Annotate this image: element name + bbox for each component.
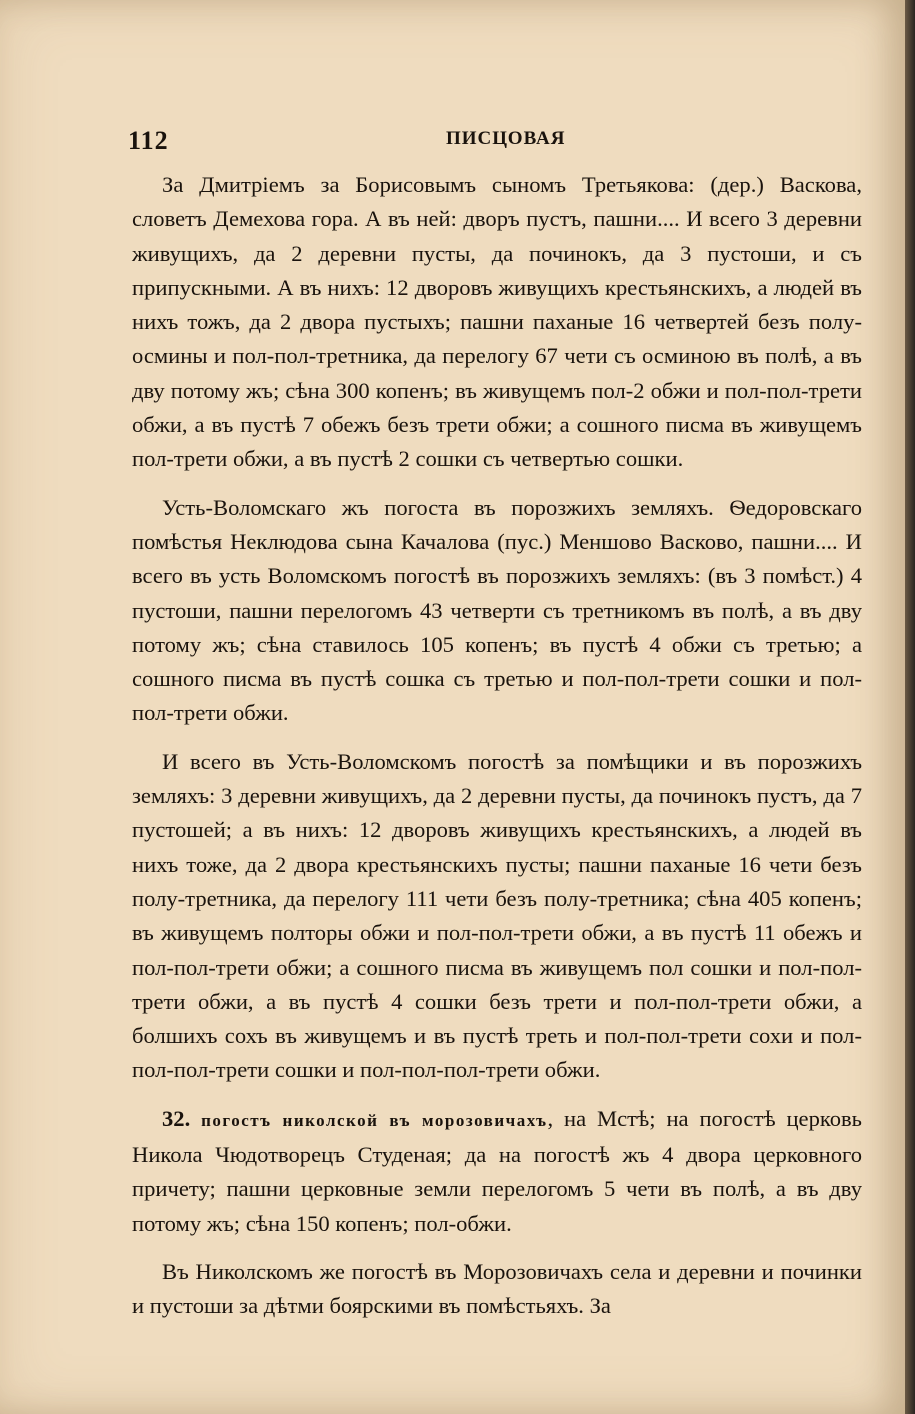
page-header xyxy=(128,126,863,158)
paragraph-text: И всего въ Усть-Воломскомъ погостѣ за помѣщики и въ порозжихъ земляхъ: 3 деревни живущихъ, да 2 деревни пусты, да починокъ пустъ, да 7 пустошей; а въ нихъ: 12 дворовъ живущихъ крестьянскихъ, а людей въ нихъ тоже, да 2 двора крестьянскихъ пусты; пашни паханые 16 чети безъ полу-третника, да перелогу 111 чети безъ полу-третника; сѣна 405 копенъ; въ живущемъ полторы обжи и пол-пол-трети обжи, а въ пустѣ 11 обежъ и пол-пол-трети обжи; а сошного писма въ живущемъ пол сошки и пол-пол-трети обжи, а въ пустѣ 4 сошки безъ трети и пол-пол-трети обжи, а болшихъ сохъ въ живущемъ и въ пустѣ треть и пол-пол-трети сохи и пол-пол-пол-трети сошки и пол-пол-пол-трети обжи. xyxy=(132,748,862,1083)
paragraph-text: За Дмитріемъ за Борисовымъ сыномъ Третьякова: (дер.) Васкова, словетъ Демехова гора. А въ ней: дворъ пустъ, пашни.... И всего 3 деревни живущихъ, да 2 деревни пусты, да починокъ, да 3 пустоши, и съ припускными. А въ нихъ: 12 дворовъ живущихъ крестьянскихъ, а людей въ нихъ тожъ, да 2 двора пустыхъ; пашни паханые 16 четвертей безъ полу-осмины и пол-пол-третника, да перелогу 67 чети съ осминою въ полѣ, а въ дву потому жъ; сѣна 300 копенъ; въ живущемъ пол-2 обжи и пол-пол-трети обжи, а въ пустѣ 7 обежъ безъ трети обжи; а сошного писма въ живущемъ пол-трети обжи, а въ пустѣ 2 сошки съ четвертью сошки. xyxy=(132,172,862,472)
body-text xyxy=(132,168,862,1338)
running-head: ПИСЦОВАЯ xyxy=(446,128,566,149)
paragraph-text: Въ Николскомъ же погостѣ въ Морозовичахъ села и деревни и починки и пустоши за дѣтми боярскими въ помѣстьяхъ. За xyxy=(132,1258,862,1319)
section-heading: погостъ николской въ морозовичахъ xyxy=(201,1110,548,1130)
paragraph xyxy=(132,491,862,731)
page-edge xyxy=(905,0,915,1414)
page-number: 112 xyxy=(128,126,169,155)
paragraph-text: Усть-Воломскаго жъ погоста въ порозжихъ земляхъ. Ѳедоровскаго помѣстья Неклюдова сына Качалова (пус.) Меншово Васково, пашни.... И всего въ усть Воломскомъ погостѣ въ порозжихъ земляхъ: (въ 3 помѣст.) 4 пустоши, пашни перелогомъ 43 четверти съ третникомъ въ полѣ, а въ дву потому жъ; сѣна ставилось 105 копенъ; въ пустѣ 4 обжи съ третью; а сошного писма въ пустѣ сошка съ третью и пол-пол-трети сошки и пол-пол-трети обжи. xyxy=(132,494,862,726)
paragraph xyxy=(132,168,862,477)
paragraph xyxy=(132,745,862,1088)
paragraph-number: 32. xyxy=(162,1105,191,1131)
paragraph-text: , на Мстѣ; на погостѣ церковь Никола Чюдотворецъ Студеная; да на погостѣ жъ 4 двора церковного причету; пашни церковные земли перелогомъ 5 чети въ полѣ, а въ дву потому жъ; сѣна 150 копенъ; пол-обжи. xyxy=(132,1105,862,1236)
paragraph xyxy=(132,1255,862,1324)
paragraph xyxy=(132,1102,862,1241)
